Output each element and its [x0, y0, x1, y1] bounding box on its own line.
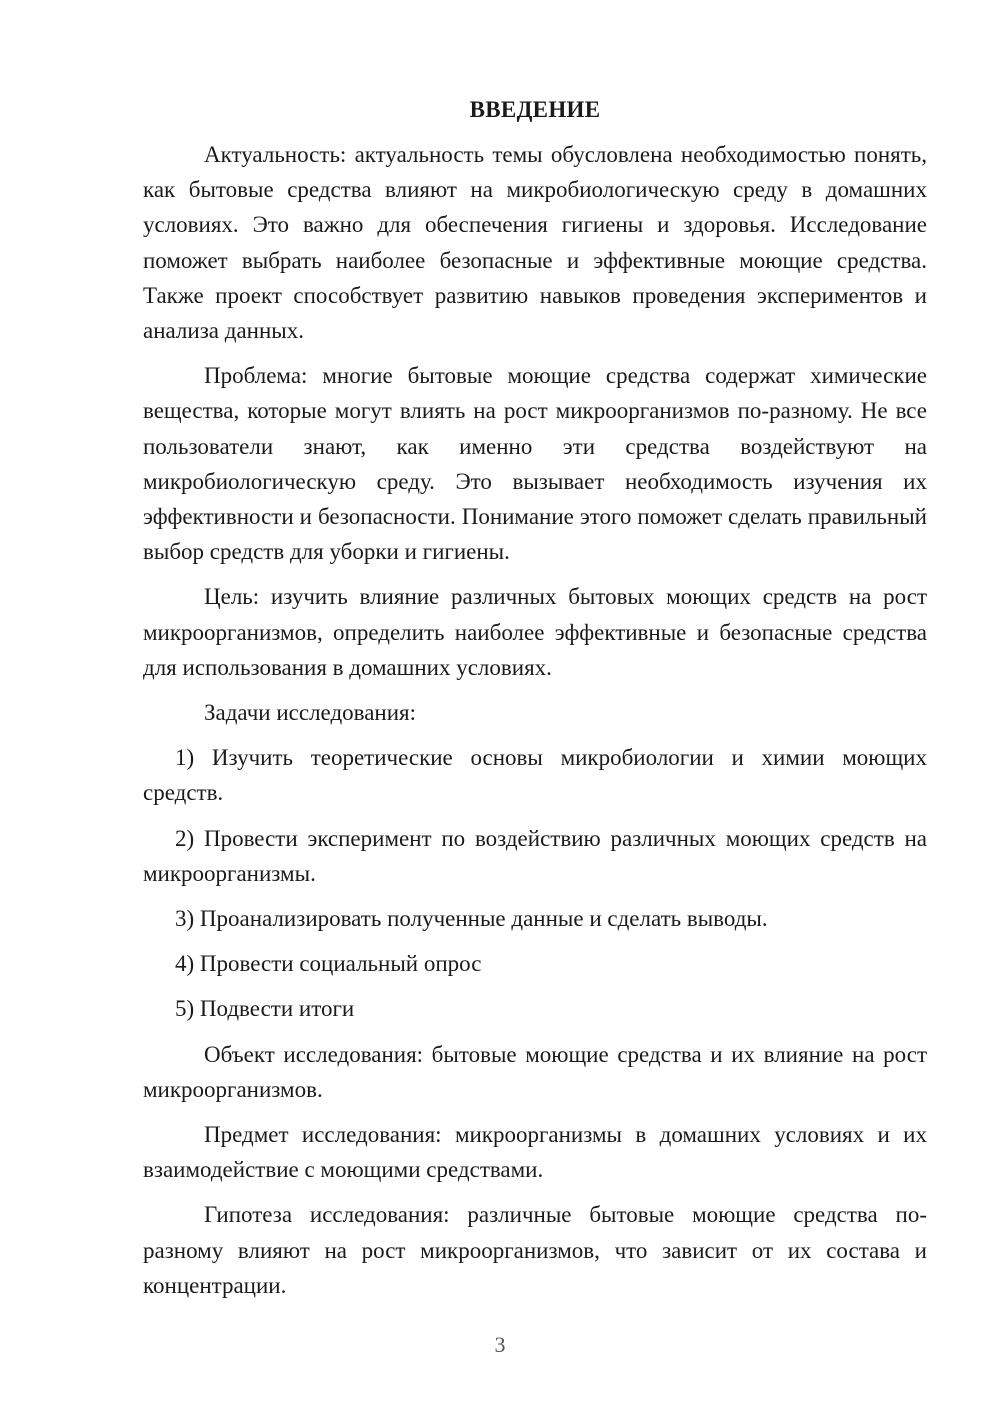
paragraph-relevance: Актуальность: актуальность темы обусловлена необходимостью понять, как бытовые средства влияют на микробиологическую среду в домашних условиях. Это важно для обеспечения гигиены и здоровья. Исследование поможет выбрать наиболее безопасные и эффективные моющие средства. Также проект способствует развитию навыков проведения экспериментов и анализа данных. — [143, 142, 927, 344]
page-number: 3 — [494, 1332, 506, 1357]
list-item: 3) Проанализировать полученные данные и сделать выводы. — [175, 906, 768, 932]
paragraph-subject: Предмет исследования: микроорганизмы в домашних условиях и их взаимодействие с моющими средствами. — [143, 1122, 927, 1183]
paragraph-tasks-heading: Задачи исследования: — [204, 700, 417, 726]
list-item: 5) Подвести итоги — [175, 996, 355, 1022]
paragraph-problem: Проблема: многие бытовые моющие средства содержат химические вещества, которые могут влиять на рост микроорганизмов по-разному. Не все пользователи знают, как именно эти средства воздействуют на микробиологическую среду. Это вызывает необходимость изучения их эффективности и безопасности. Понимание этого поможет сделать правильный выбор средств для уборки и гигиены. — [143, 363, 927, 565]
list-item: 4) Провести социальный опрос — [175, 951, 482, 977]
tasks-list — [143, 740, 927, 1026]
list-item: 2) Провести эксперимент по воздействию различных моющих средств на микроорганизмы. — [143, 825, 927, 886]
page-content — [143, 92, 927, 1313]
paragraph-object: Объект исследования: бытовые моющие средства и их влияние на рост микроорганизмов. — [143, 1041, 927, 1102]
paragraph-hypothesis: Гипотеза исследования: различные бытовые моющие средства по-разному влияют на рост микроорганизмов, что зависит от их состава и концентрации. — [143, 1202, 927, 1298]
paragraph-goal: Цель: изучить влияние различных бытовых моющих средств на рост микроорганизмов, определить наиболее эффективные и безопасные средства для использования в домашних условиях. — [143, 584, 927, 680]
section-heading: ВВЕДЕНИЕ — [469, 97, 601, 122]
list-item: 1) Изучить теоретические основы микробиологии и химии моющих средств. — [143, 745, 927, 806]
